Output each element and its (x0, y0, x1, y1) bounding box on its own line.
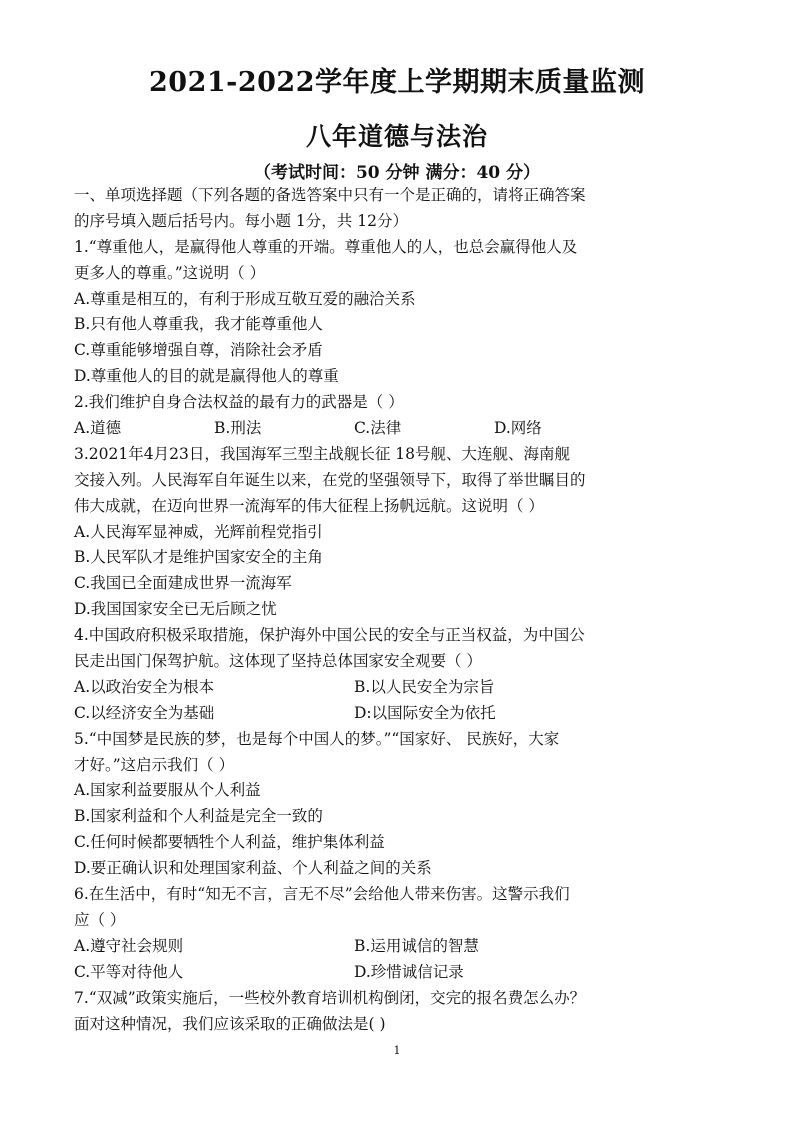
option: A.国家利益要服从个人利益 (74, 781, 261, 800)
option: B.只有他人尊重我，我才能尊重他人 (74, 315, 323, 334)
question-2 (74, 390, 634, 442)
exam-title: 2021-2022学年度上学期期末质量监测 (149, 67, 645, 98)
option: A.尊重是相互的，有利于形成互敬互爱的融洽关系 (74, 289, 416, 308)
question-stem: 面对这种情况，我们应该采取的正确做法是( ) (74, 1014, 386, 1033)
question-5 (74, 727, 634, 882)
option: C.以经济安全为基础 (74, 703, 215, 722)
option: B.运用诚信的智慧 (354, 936, 479, 955)
option: C.尊重能够增强自尊，消除社会矛盾 (74, 341, 323, 360)
question-stem: 5.“中国梦是民族的梦，也是每个中国人的梦。”“国家好、 民族好，大家 (74, 729, 560, 748)
question-6 (74, 882, 634, 986)
option: D.网络 (494, 419, 542, 438)
option-row (74, 960, 634, 986)
option-row (74, 675, 634, 701)
question-stem: 4.中国政府积极采取措施，保护海外中国公民的安全与正当权益，为中国公 (74, 626, 585, 645)
question-stem: 伟大成就，在迈向世界一流海军的伟大征程上扬帆远航。这说明（ ） (74, 496, 544, 515)
option: C.平等对待他人 (74, 962, 184, 981)
question-stem: 才好。”这启示我们（ ） (74, 755, 235, 774)
question-stem: 应（ ） (74, 910, 126, 929)
exam-info: （考试时间：50 分钟 满分：40 分） (253, 163, 541, 183)
section-heading: 的序号填入题后括号内。每小题 1分，共 12分） (74, 211, 408, 230)
question-7 (74, 986, 634, 1038)
option: A.道德 (74, 419, 122, 438)
question-stem: 交接入列。人民海军自年诞生以来，在党的坚强领导下，取得了举世瞩目的 (74, 470, 586, 489)
option: C.任何时候都要牺牲个人利益，维护集体利益 (74, 833, 385, 852)
option: B.国家利益和个人利益是完全一致的 (74, 807, 323, 826)
option: A.人民海军显神威，光辉前程党指引 (74, 522, 323, 541)
question-stem: 2.我们维护自身合法权益的最有力的武器是（ ） (74, 393, 404, 412)
option: C.我国已全面建成世界一流海军 (74, 574, 292, 593)
question-1 (74, 235, 634, 390)
option-row (74, 416, 634, 442)
exam-subtitle: 八年道德与法治 (305, 122, 488, 151)
question-4 (74, 623, 634, 727)
option: D:以国际安全为依托 (354, 703, 496, 722)
option: B.刑法 (214, 419, 262, 438)
option-row (74, 934, 634, 960)
option: D.珍惜诚信记录 (354, 962, 464, 981)
question-section (74, 183, 634, 1037)
section-heading: 一、单项选择题（下列各题的备选答案中只有一个是正确的，请将正确答案 (74, 186, 586, 204)
option: B.以人民安全为宗旨 (354, 677, 495, 696)
option: D.我国国家安全已无后顾之忧 (74, 600, 277, 619)
option: D.尊重他人的目的就是赢得他人的尊重 (74, 367, 339, 386)
option-row (74, 701, 634, 727)
option: A.遵守社会规则 (74, 936, 184, 955)
question-stem: 3.2021年4月23日，我国海军三型主战舰长征 18号舰、大连舰、海南舰 (74, 444, 570, 463)
question-stem: 7.“双减”政策实施后，一些校外教育培训机构倒闭，交完的报名费怎么办？ (74, 988, 586, 1007)
option: D.要正确认识和处理国家利益、个人利益之间的关系 (74, 859, 432, 878)
option: C.法律 (354, 419, 402, 438)
question-3 (74, 442, 634, 623)
question-stem: 6.在生活中，有时“知无不言，言无不尽”会给他人带来伤害。这警示我们 (74, 885, 570, 904)
page-number: 1 (393, 1044, 401, 1057)
option: A.以政治安全为根本 (74, 677, 215, 696)
question-stem: 更多人的尊重。”这说明（ ） (74, 263, 266, 282)
question-stem: 民走出国门保驾护航。这体现了坚持总体国家安全观要（ ） (74, 652, 482, 671)
option: B.人民军队才是维护国家安全的主角 (74, 548, 323, 567)
question-stem: 1.“尊重他人，是赢得他人尊重的开端。尊重他人的人，也总会赢得他人及 (74, 237, 578, 256)
